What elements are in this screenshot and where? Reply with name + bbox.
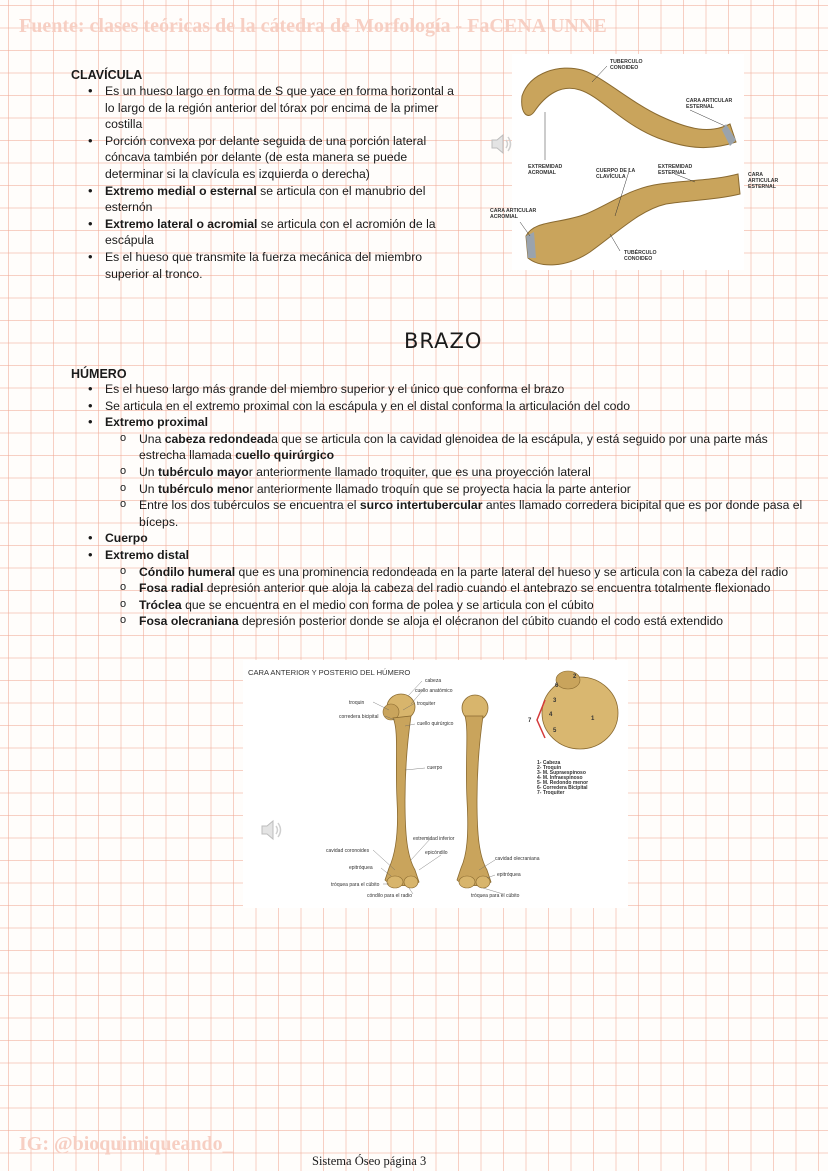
- sub-list-item: o Fosa olecraniana depresión posterior donde se aloja el olécranon del cúbito cuando el codo está extendido: [71, 613, 806, 630]
- label-troquea-cubito-left: tróquea para el cúbito: [331, 882, 380, 888]
- label-cuerpo: cuerpo: [427, 765, 443, 771]
- brazo-title: BRAZO: [404, 329, 483, 353]
- list-item: • Es el hueso que transmite la fuerza mecánica del miembro superior al tronco.: [71, 249, 456, 282]
- label-cavidad-olecraniana: cavidad olecraniana: [495, 856, 540, 862]
- label-cara-right-2: ARTICULAR: [748, 178, 779, 184]
- clavicula-heading: CLAVÍCULA: [71, 68, 143, 82]
- label-epicondilo: epicóndilo: [425, 850, 448, 856]
- sub-list-item: o Un tubérculo mayor anteriormente llamado troquiter, que es una proyección lateral: [71, 464, 806, 481]
- legend-4: 4- M. Infraespinoso: [537, 775, 583, 781]
- legend-7: 7- Troquiter: [537, 790, 565, 796]
- sub-list-item: o Un tubérculo menor anteriormente llamado troquín que se proyecta hacia la parte anterior: [71, 481, 806, 498]
- label-condilo-radio: cóndilo para el radio: [367, 893, 413, 899]
- list-item: • Es un hueso largo en forma de S que yace en forma horizontal a lo largo de la región anterior del tórax por encima de la primer costilla: [71, 83, 456, 133]
- watermark-top: Fuente: clases teóricas de la cátedra de Morfología - FaCENA UNNE: [19, 15, 607, 37]
- list-item: • Porción convexa por delante seguida de una porción lateral cóncava también por delante (de esta manera se puede determinar si la clavícula es izquierda o derecha): [71, 133, 456, 183]
- head-number-4: 4: [549, 712, 553, 718]
- clavicle-figure: [490, 54, 788, 272]
- label-ext-acromial-2: ACROMIAL: [528, 170, 556, 176]
- head-number-2: 2: [573, 674, 577, 680]
- list-item: • Extremo distal o Cóndilo humeral que es una prominencia redondeada en la parte lateral del hueso y se articula con la cabeza del radio o Fosa radial depresión anterior que aloja la cabeza del radio cuando el antebrazo se encuentra totalmente flexionado o Tróclea que se encuentra en el medio con forma de polea y se articula con el cúbito o Fosa olecraniana depresión posterior donde se aloja el olécranon del cúbito cuando el codo está extendido: [71, 547, 806, 630]
- humerus-figure: [243, 660, 628, 908]
- label-extremidad-inferior: extremidad inferior: [413, 836, 455, 842]
- label-cuerpo-1: CUERPO DE LA: [596, 168, 636, 174]
- label-cara-art-top-2: ESTERNAL: [686, 104, 714, 110]
- label-cuerpo-2: CLAVÍCULA: [596, 174, 626, 180]
- humero-section: [71, 367, 806, 630]
- label-corredera: corredera bicipital: [339, 714, 379, 720]
- list-item: • Extremo proximal o Una cabeza redondeada que se articula con la cavidad glenoidea de la escápula, y está seguido por una parte más estrecha llamada cuello quirúrgico o Un tubérculo mayor anteriormente llamado troquiter, que es una proyección lateral o Un tubérculo menor anteriormente llamado troquín que se proyecta hacia la parte anterior o Entre los dos tubérculos se encuentra el surco intertubercular antes llamado corredera bicipital que es por donde pasa el bíceps.: [71, 414, 806, 530]
- label-ext-acromial-1: EXTREMIDAD: [528, 164, 563, 170]
- label-cara-right-1: CARA: [748, 172, 763, 178]
- legend-6: 6- Corredera Bicipital: [537, 785, 588, 791]
- label-tuberculo-bottom-1: TUBÉRCULO: [624, 250, 657, 256]
- clavicula-section: [71, 68, 456, 282]
- label-cuello-anatomico: cuello anatómico: [415, 688, 453, 694]
- label-tuberculo-bottom-2: CONOIDEO: [624, 256, 653, 262]
- list-item: • Cuerpo: [71, 530, 806, 547]
- label-cara-acromial-1: CARA ARTICULAR: [490, 208, 537, 214]
- head-number-3: 3: [553, 698, 557, 704]
- list-item: • Extremo medial o esternal se articula con el manubrio del esternón: [71, 183, 456, 216]
- head-number-5: 5: [553, 728, 557, 734]
- label-epitroquea-right: epitróquea: [497, 872, 521, 878]
- label-cara-right-3: ESTERNAL: [748, 184, 776, 190]
- list-item: • Extremo lateral o acromial se articula con el acromión de la escápula: [71, 216, 456, 249]
- legend-2: 2- Troquin: [537, 765, 562, 771]
- label-ext-esternal-1: EXTREMIDAD: [658, 164, 693, 170]
- list-item: • Se articula en el extremo proximal con la escápula y en el distal conforma la articulación del codo: [71, 398, 806, 415]
- legend-1: 1- Cabeza: [537, 760, 561, 766]
- label-troquiter: troquiter: [417, 701, 436, 707]
- label-troquea-cubito-right: tróquea para el cúbito: [471, 893, 520, 899]
- label-cabeza: cabeza: [425, 678, 442, 684]
- sub-list-item: o Entre los dos tubérculos se encuentra el surco intertubercular antes llamado corredera bicipital que es por donde pasa el bíceps.: [71, 497, 806, 530]
- list-item: • Es el hueso largo más grande del miembro superior y el único que conforma el brazo: [71, 381, 806, 398]
- label-tuberculo-top-1: TUBERCULO: [610, 59, 643, 65]
- humero-heading: HÚMERO: [71, 367, 127, 381]
- humerus-figure-title: CARA ANTERIOR Y POSTERIO DEL HÚMERO: [248, 668, 411, 677]
- watermark-bottom: IG: @bioquimiqueando_: [19, 1133, 233, 1155]
- label-cavidad-coronoides: cavidad coronoides: [326, 848, 370, 854]
- label-epitroquea-left: epitróquea: [349, 865, 373, 871]
- speaker-icon[interactable]: [260, 818, 286, 842]
- label-cuello-quirurgico: cuello quirúrgico: [417, 721, 454, 727]
- head-number-7: 7: [528, 718, 532, 724]
- sub-list-item: o Tróclea que se encuentra en el medio con forma de polea y se articula con el cúbito: [71, 597, 806, 614]
- label-troquin: troquin: [349, 700, 365, 706]
- label-cara-acromial-2: ACROMIAL: [490, 214, 518, 220]
- legend-5: 5- M. Redondo menor: [537, 780, 589, 786]
- sub-list-item: o Una cabeza redondeada que se articula con la cavidad glenoidea de la escápula, y está seguido por una parte más estrecha llamada cuello quirúrgico: [71, 431, 806, 464]
- legend-3: 3- M. Supraespinoso: [537, 770, 586, 776]
- head-number-6: 6: [555, 683, 559, 689]
- head-number-1: 1: [591, 716, 595, 722]
- sub-list-item: o Fosa radial depresión anterior que aloja la cabeza del radio cuando el antebrazo se encuentra totalmente flexionado: [71, 580, 806, 597]
- page-footer: Sistema Óseo página 3: [312, 1154, 427, 1168]
- label-tuberculo-top-2: CONOIDEO: [610, 65, 639, 71]
- sub-list-item: o Cóndilo humeral que es una prominencia redondeada en la parte lateral del hueso y se articula con la cabeza del radio: [71, 564, 806, 581]
- label-cara-art-top-1: CARA ARTICULAR: [686, 98, 733, 104]
- label-ext-esternal-2: ESTERNAL: [658, 170, 686, 176]
